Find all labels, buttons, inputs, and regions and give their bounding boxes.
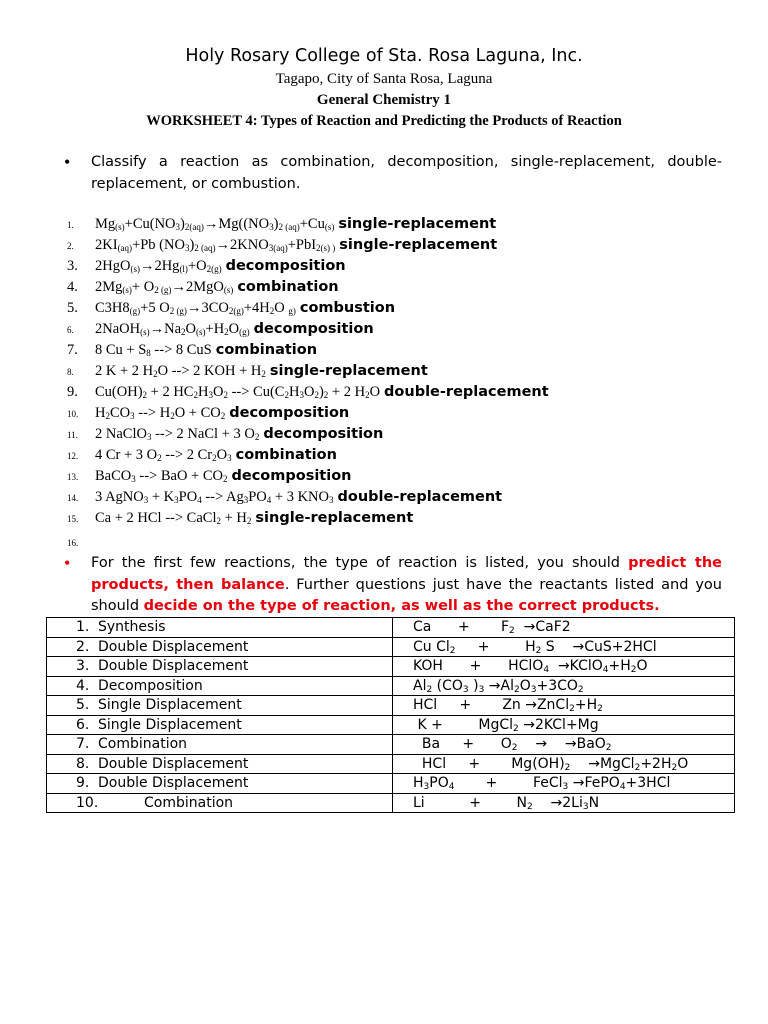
reaction-type: single-replacement — [339, 237, 498, 253]
table-row — [47, 715, 735, 735]
equation-cell: KOH + HClO$_4$ $\to KClO_4+H_2O$ — [393, 657, 735, 677]
row-type: Single Displacement — [98, 697, 242, 714]
reaction-equation: 3 AgNO$_3$ + $K_3PO_4$ --> $Ag_3PO_4 + 3$ $KNO_3$ — [95, 489, 334, 505]
reaction-number: 11. — [67, 430, 78, 440]
table-row — [47, 676, 735, 696]
reaction-line — [67, 488, 747, 508]
instruction-highlight: predict the products, then balance — [91, 555, 722, 593]
row-type: Decomposition — [98, 677, 203, 694]
reaction-line — [67, 341, 747, 361]
table-row — [47, 637, 735, 657]
reaction-line — [67, 404, 747, 424]
reaction-line — [67, 257, 747, 277]
row-number: 10. — [76, 794, 99, 811]
type-cell — [47, 676, 393, 696]
type-cell — [47, 793, 393, 813]
reaction-type: combination — [215, 342, 318, 358]
table-row — [47, 657, 735, 677]
row-type: Synthesis — [98, 619, 166, 636]
reaction-number: 6. — [67, 325, 74, 335]
instruction-2 — [91, 553, 722, 618]
reaction-line — [67, 383, 747, 403]
type-cell — [47, 715, 393, 735]
type-cell — [47, 754, 393, 774]
equation-cell: HCl + $Mg(OH)_2$ $\to MgCl_2+2H_2O$ — [393, 754, 735, 774]
instruction-1: Classify a reaction as combination, decomposition, single-replacement, double-replacement, or combustion. — [91, 154, 722, 192]
equation-cell: Li + $N_2$ $\to 2Li_3N$ — [393, 793, 735, 813]
table-row — [47, 696, 735, 716]
reaction-number: 13. — [67, 472, 79, 482]
instruction-text: . Further questions just have the reactants listed and you should — [91, 576, 722, 614]
table-row — [47, 754, 735, 774]
equation-cell: $H_3PO_4$ + FeCl$_3$ →FePO$_4$+3HCl — [393, 774, 735, 794]
reaction-equation: $2HgO_{(s)}\to 2Hg_{(l)}+O_{2(g)}$ — [95, 258, 222, 274]
reaction-number: 12. — [67, 451, 79, 461]
reaction-equation: $2NaOH_{(s)}\to Na_2O_{(s)}+H_2O_{(g)}$ — [95, 321, 250, 337]
row-type: Combination — [144, 794, 234, 811]
reaction-line — [67, 446, 747, 466]
school-name: Holy Rosary College of Sta. Rosa Laguna, Inc. — [185, 46, 583, 66]
equation-cell: HCl + $Zn \to ZnCl_2+H_2$ — [393, 696, 735, 716]
table-row — [47, 793, 735, 813]
reaction-type: decomposition — [253, 321, 374, 337]
row-number: 9. — [76, 775, 90, 792]
bullet-icon: • — [64, 553, 71, 573]
row-number: 6. — [76, 716, 90, 733]
reaction-line — [67, 278, 747, 298]
reaction-line — [67, 425, 747, 445]
reaction-number: 14. — [67, 493, 79, 503]
row-type: Single Displacement — [98, 716, 242, 733]
type-cell — [47, 735, 393, 755]
reaction-equation: $Mg_{(s)}+Cu(NO_3)_{2(aq)}\to Mg((NO_3)_{2 (aq)}+Cu_{(s)}$ — [95, 216, 335, 232]
type-cell — [47, 774, 393, 794]
row-type: Combination — [98, 736, 188, 753]
row-number: 7. — [76, 736, 90, 753]
row-type: Double Displacement — [98, 755, 249, 772]
reaction-type: combination — [235, 447, 337, 463]
answer-table — [46, 617, 735, 813]
table-row — [47, 774, 735, 794]
reaction-line — [67, 362, 747, 382]
reaction-type: decomposition — [225, 258, 346, 274]
reaction-number: 5. — [67, 300, 78, 316]
type-cell — [47, 696, 393, 716]
reaction-number: 16. — [67, 538, 79, 548]
type-cell — [47, 637, 393, 657]
row-type: Double Displacement — [98, 658, 249, 675]
reaction-number: 7. — [67, 342, 78, 358]
row-number: 5. — [76, 697, 90, 714]
reaction-equation: Ca + 2 HCl --> CaCl$_2$ + $H_2$ — [95, 510, 252, 526]
instruction-highlight: decide on the type of reaction, as well as the correct products. — [143, 598, 660, 614]
reaction-number: 10. — [67, 409, 79, 419]
type-cell — [47, 657, 393, 677]
reaction-number: 4. — [67, 279, 78, 295]
reaction-number: 2. — [67, 241, 74, 251]
reaction-number: 1. — [67, 220, 74, 230]
worksheet-title: WORKSHEET 4: Types of Reaction and Predicting the Products of Reaction — [146, 113, 622, 129]
reaction-equation: BaCO$_3$ --> BaO + $CO_2$ — [95, 468, 228, 484]
table-row — [47, 735, 735, 755]
reaction-line — [67, 320, 747, 340]
bullet-icon: • — [64, 152, 71, 172]
reaction-type: double-replacement — [337, 489, 503, 505]
reaction-type: decomposition — [263, 426, 384, 442]
reaction-line — [67, 533, 747, 553]
reaction-equation: $Cu(OH)_2 + 2$ $HC_2H_3O_2$ --> $Cu(C_2H_3O_2)_2 + 2$ $H_2O$ — [95, 384, 381, 400]
reaction-type: combination — [237, 279, 339, 295]
instruction-text: For the first few reactions, the type of reaction is listed, you should — [91, 555, 629, 571]
equation-cell: Cu $Cl_2$ + $H_2$ S →CuS+2HCl — [393, 637, 735, 657]
equation-cell: K + MgCl$_2$ →2KCl+Mg — [393, 715, 735, 735]
reaction-type: double-replacement — [384, 384, 549, 400]
reaction-number: 8. — [67, 367, 74, 377]
reaction-line — [67, 236, 747, 256]
table-row — [47, 618, 735, 638]
equation-cell: Ba + $O_2$ → →BaO$_2$ — [393, 735, 735, 755]
reaction-equation: 2 K + 2 $H_2O$ --> 2 KOH + $H_2$ — [95, 363, 266, 379]
reaction-type: single-replacement — [255, 510, 414, 526]
reaction-line — [67, 215, 747, 235]
reaction-equation: 2 NaClO$_3$ --> 2 NaCl + 3 $O_2$ — [95, 426, 260, 442]
row-number: 8. — [76, 755, 90, 772]
row-number: 2. — [76, 638, 90, 655]
reaction-line — [67, 509, 747, 529]
reaction-line — [67, 299, 747, 319]
reaction-type: decomposition — [229, 405, 350, 421]
reaction-number: 9. — [67, 384, 78, 400]
row-number: 3. — [76, 658, 90, 675]
reaction-equation: $H_2CO_3$ --> $H_2O + CO_2$ — [95, 405, 226, 421]
row-number: 4. — [76, 677, 90, 694]
reaction-equation: 4 Cr + 3 $O_2$ --> 2 $Cr_2O_3$ — [95, 447, 232, 463]
reaction-type: combustion — [299, 300, 396, 316]
reaction-equation: $C3H8_{(g)}+5$ $O_{2 (g)}\to 3CO_{2(g)}+4H_2O$ $_{g)}$ — [95, 300, 296, 316]
reaction-type: single-replacement — [338, 216, 497, 232]
course-title: General Chemistry 1 — [316, 92, 452, 108]
row-number: 1. — [76, 619, 90, 636]
row-type: Double Displacement — [98, 775, 249, 792]
reaction-number: 3. — [67, 258, 78, 274]
reaction-equation: 8 $Cu + S_8$ --> 8 CuS — [95, 342, 212, 358]
reaction-type: single-replacement — [269, 363, 428, 379]
equation-cell: $Al_2$ ($CO_3$ )$_3 \to Al_2O_3+3CO_2$ — [393, 676, 735, 696]
equation-cell: Ca + $F_2 \to CaF2$ — [393, 618, 735, 638]
reaction-type: decomposition — [231, 468, 352, 484]
reaction-number: 15. — [67, 514, 79, 524]
school-location: Tagapo, City of Santa Rosa, Laguna — [275, 71, 493, 87]
row-type: Double Displacement — [98, 638, 249, 655]
reaction-equation: $2KI_{(aq)}+Pb$ $(NO_3)_{2 (aq)}\to 2KNO_{3(aq)}+PbI_{2(s) )}$ — [95, 237, 336, 253]
type-cell — [47, 618, 393, 638]
reaction-equation: $2Mg_{(s)}+ O_{2 (g)}\to 2MgO_{(s)}$ — [95, 279, 234, 295]
reaction-line — [67, 467, 747, 487]
